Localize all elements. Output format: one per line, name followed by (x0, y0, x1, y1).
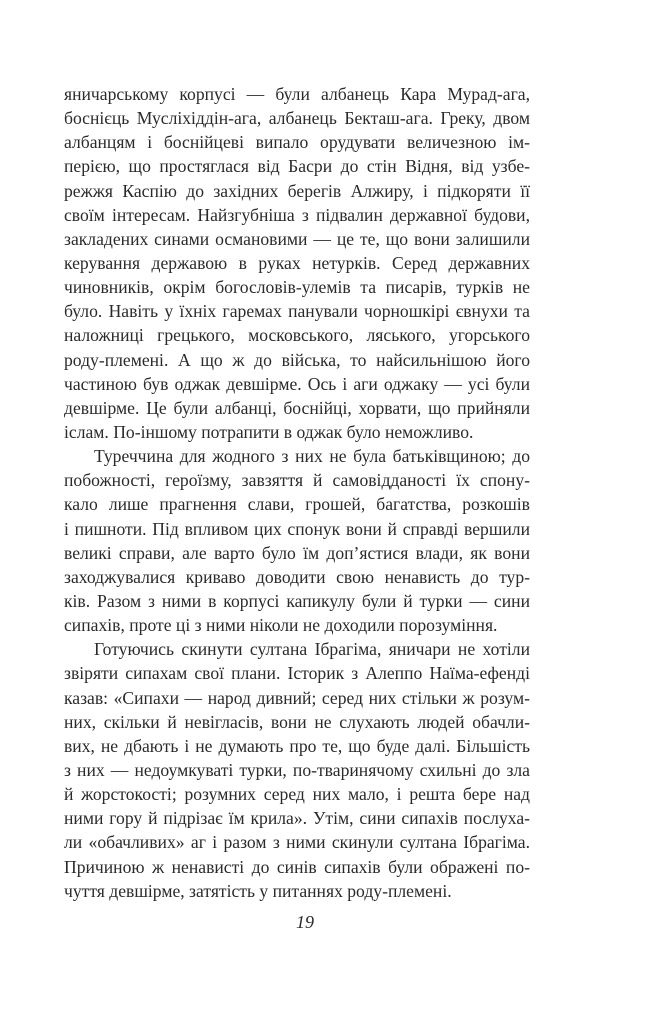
text-line: Готуючись скинути султана Ібрагіма, яничари не хотіли (94, 639, 530, 660)
text-line: Туреччина для жодного з них не була батьківщиною; до (94, 446, 530, 467)
text-line: роду-племені. А що ж до війська, то найсильнішою його (64, 349, 530, 370)
text-line: своїм інтересам. Найзгубніша з підвалин державної будови, (64, 204, 530, 225)
text-line: ли «обачливих» аг і разом з ними скинули султана Ібрагіма. (64, 832, 530, 853)
text-line: частиною був оджак девшірме. Ось і аги оджаку — усі були (64, 373, 530, 394)
text-line: Причиною ж ненависті до синів сипахів були ображені по- (64, 856, 530, 877)
text-line: сипахів, проте ці з ними ніколи не доходили порозуміння. (64, 615, 498, 636)
text-line: боснієць Мусліхіддін-ага, албанець Бекташ-ага. Греку, двом (64, 108, 530, 129)
paragraph (64, 444, 530, 637)
text-line: чиновників, окрім богословів-улемів та писарів, турків не (64, 277, 530, 298)
text-line: вих, не дбають і не думають про те, що буде далі. Більшість (64, 735, 530, 756)
text-line: чуття девшірме, затятість у питаннях роду-племені. (64, 880, 452, 901)
text-line: керування державою в руках нетурків. Серед державних (64, 252, 530, 273)
text-line: перією, що простяглася від Басри до стін Відня, від узбе- (64, 156, 530, 177)
text-line: кало лише прагнення слави, грошей, багатства, розкошів (64, 494, 530, 515)
text-line: було. Навіть у їхніх гаремах панували чорношкірі євнухи та (64, 301, 530, 322)
text-line: заходжувалися криваво доводити свою ненависть до тур- (64, 566, 530, 587)
text-line: і пишноти. Під впливом цих спонук вони й справді вершили (64, 518, 530, 539)
text-line: яничарському корпусі — були албанець Кара Мурад-ага, (64, 84, 530, 104)
text-line: ними гору й підрізає їм крила». Утім, сини сипахів послуха- (64, 808, 530, 829)
text-line: й жорстокості; розумних серед них мало, і решта бере над (64, 784, 530, 805)
page-number: 19 (296, 912, 314, 932)
body-text (64, 82, 530, 903)
text-line: з них — недоумкуваті турки, по-тваринячому схильні до зла (64, 759, 530, 780)
text-line: режжя Каспію до західних берегів Алжиру, і підкоряти її (64, 180, 530, 201)
text-line: великі справи, але варто було їм доп’ястися влади, як вони (64, 542, 530, 563)
text-line: девшірме. Це були албанці, боснійці, хорвати, що прийняли (64, 397, 530, 418)
text-line: албанцям і боснійцеві випало орудувати величезною ім- (64, 132, 530, 153)
text-line: іслам. По-іншому потрапити в оджак було неможливо. (64, 421, 474, 442)
text-line: наложниці грецького, московського, ляського, угорського (64, 325, 530, 346)
text-line: закладених синами османовими — це те, що вони залишили (64, 228, 530, 249)
text-line: ків. Разом з ними в корпусі капикулу були й турки — сини (64, 590, 530, 611)
text-line: казав: «Сипахи — народ дивний; серед них стільки ж розум- (64, 687, 530, 708)
text-line: побожності, героїзму, завзяття й самовідданості їх спону- (64, 470, 530, 491)
text-line: них, скільки й невігласів, вони не слухають людей обачли- (64, 711, 530, 732)
text-line: звіряти сипахам свої плани. Історик з Алеппо Наїма-ефенді (64, 663, 530, 684)
paragraph (64, 637, 530, 903)
paragraph (64, 82, 530, 444)
